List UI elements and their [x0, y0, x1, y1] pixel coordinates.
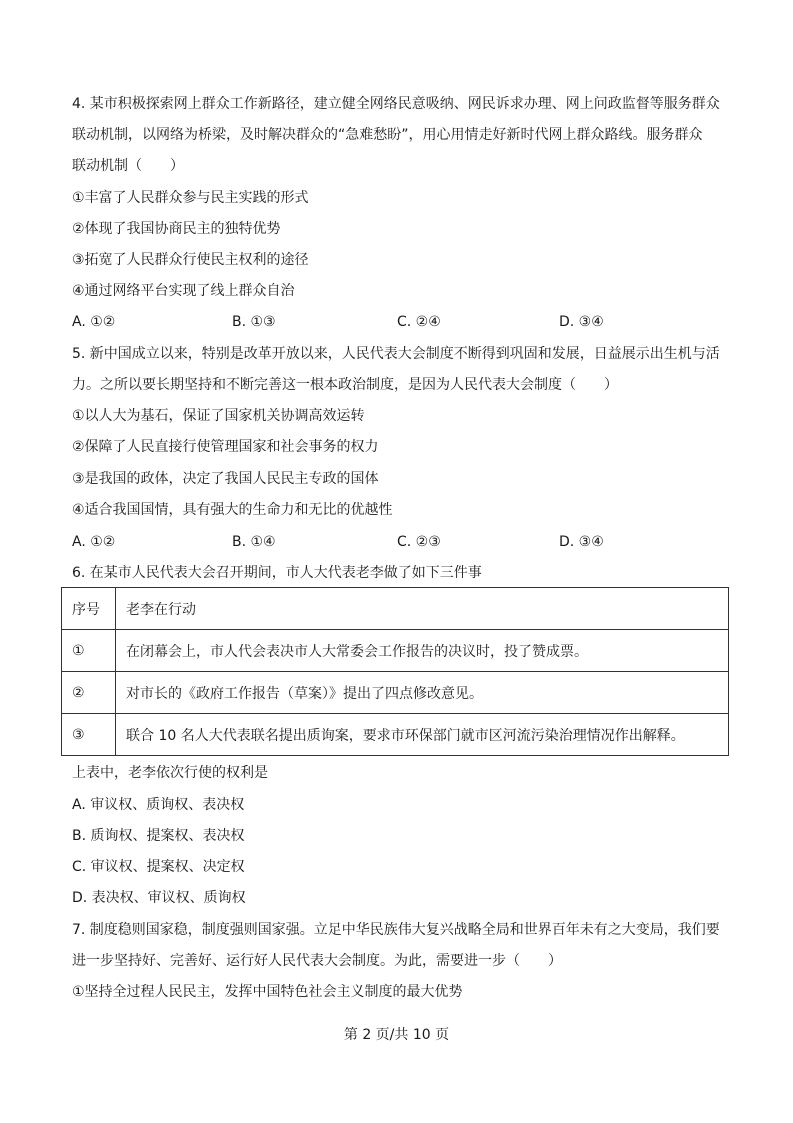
- q5-options: [72, 533, 732, 551]
- q6-option-c: C. 审议权、提案权、决定权: [72, 859, 245, 875]
- q4-stem-line-1: 4. 某市积极探索网上群众工作新路径，建立健全网络民意吸纳、网民诉求办理、网上问政监督等服务群众: [72, 96, 720, 112]
- q4-option-c: C. ②④: [397, 314, 441, 330]
- q4-option-a: A. ①②: [72, 314, 116, 330]
- table-header-cell: 序号: [62, 588, 116, 630]
- q5-statement-3: ③是我国的政体，决定了我国人民民主专政的国体: [72, 471, 379, 487]
- q4-statement-4: ④通过网络平台实现了线上群众自治: [72, 283, 295, 299]
- q4-stem-line-2: 联动机制，以网络为桥梁，及时解决群众的“急难愁盼”，用心用情走好新时代网上群众路线。服务群众: [72, 127, 703, 143]
- table-row: [62, 672, 729, 714]
- q5-option-a: A. ①②: [72, 534, 116, 550]
- page-footer: 第 2 页/共 10 页: [343, 1027, 450, 1043]
- q6-table: [61, 587, 729, 756]
- q5-option-d: D. ③④: [559, 534, 604, 550]
- q5-statement-4: ④适合我国国情，具有强大的生命力和无比的优越性: [72, 502, 393, 518]
- q7-stem-line-1: 7. 制度稳则国家稳，制度强则国家强。立足中华民族伟大复兴战略全局和世界百年未有之大变局，我们要: [72, 922, 720, 938]
- q5-statement-1: ①以人大为基石，保证了国家机关协调高效运转: [72, 408, 365, 424]
- table-cell-index: ①: [62, 630, 116, 672]
- q5-stem-line-1: 5. 新中国成立以来，特别是改革开放以来，人民代表大会制度不断得到巩固和发展，日益展示出生机与活: [72, 346, 720, 362]
- q6-question: 上表中，老李依次行使的权利是: [72, 765, 268, 781]
- q4-statement-1: ①丰富了人民群众参与民主实践的形式: [72, 190, 309, 206]
- q6-option-a: A. 审议权、质询权、表决权: [72, 797, 245, 813]
- q5-stem-line-2: 力。之所以要长期坚持和不断完善这一根本政治制度，是因为人民代表大会制度（ ）: [72, 377, 618, 393]
- q5-statement-2: ②保障了人民直接行使管理国家和社会事务的权力: [72, 439, 379, 455]
- q6-option-b: B. 质询权、提案权、表决权: [72, 828, 245, 844]
- q4-option-b: B. ①③: [232, 314, 276, 330]
- table-cell-index: ③: [62, 714, 116, 756]
- table-header-cell: 老李在行动: [116, 588, 729, 630]
- q7-stem-line-2: 进一步坚持好、完善好、运行好人民代表大会制度。为此，需要进一步（ ）: [72, 953, 562, 969]
- q4-options: [72, 313, 732, 331]
- q4-stem-line-3: 联动机制（ ）: [72, 158, 184, 174]
- q7-statement-1: ①坚持全过程人民民主，发挥中国特色社会主义制度的最大优势: [72, 984, 463, 1000]
- q4-option-d: D. ③④: [559, 314, 604, 330]
- q6-stem: 6. 在某市人民代表大会召开期间，市人大代表老李做了如下三件事: [72, 565, 482, 581]
- table-cell-action: 对市长的《政府工作报告（草案）》提出了四点修改意见。: [116, 672, 729, 714]
- q4-statement-3: ③拓宽了人民群众行使民主权利的途径: [72, 252, 309, 268]
- table-cell-index: ②: [62, 672, 116, 714]
- table-cell-action: 联合 10 名人大代表联名提出质询案，要求市环保部门就市区河流污染治理情况作出解释。: [116, 714, 729, 756]
- table-row: [62, 630, 729, 672]
- q5-option-c: C. ②③: [397, 534, 441, 550]
- q4-statement-2: ②体现了我国协商民主的独特优势: [72, 221, 281, 237]
- q5-option-b: B. ①④: [232, 534, 276, 550]
- table-row: [62, 714, 729, 756]
- q6-option-d: D. 表决权、审议权、质询权: [72, 890, 246, 906]
- table-cell-action: 在闭幕会上，市人代会表决市人大常委会工作报告的决议时，投了赞成票。: [116, 630, 729, 672]
- table-header-row: [62, 588, 729, 630]
